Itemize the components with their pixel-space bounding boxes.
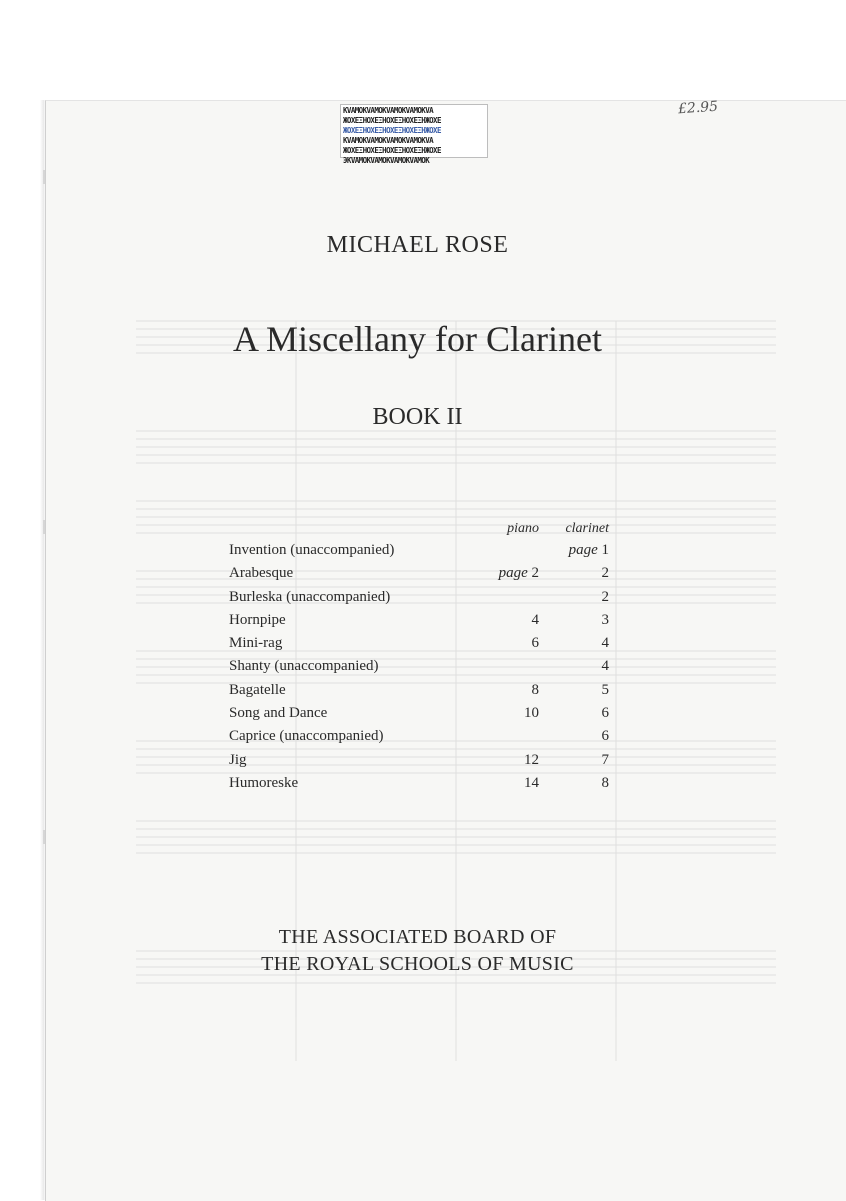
- contents-row: [229, 632, 619, 655]
- piece-title: Burleska (unaccompanied): [229, 588, 391, 605]
- piano-page-number: 4: [531, 611, 539, 628]
- clarinet-page: [602, 562, 610, 585]
- piano-page: [524, 702, 539, 725]
- clarinet-page: [602, 749, 610, 772]
- contents-row: [229, 655, 619, 678]
- piano-column-header: piano: [507, 521, 539, 536]
- publisher-line: THE ROYAL SCHOOLS OF MUSIC: [261, 953, 574, 975]
- clarinet-page-number: 1: [601, 542, 609, 558]
- clarinet-page-number: 4: [601, 658, 609, 675]
- piano-page: [532, 632, 540, 655]
- table-of-contents: [229, 517, 619, 795]
- piece-title: Arabesque: [229, 565, 294, 582]
- piano-page: [532, 609, 540, 632]
- piano-page: [524, 772, 539, 795]
- piano-page-number: 8: [531, 681, 539, 698]
- contents-row: [229, 725, 619, 748]
- publisher: [0, 924, 835, 978]
- clarinet-page-number: 2: [601, 565, 609, 582]
- barcode-sticker: [340, 104, 488, 165]
- book-title: A Miscellany for Clarinet: [233, 319, 602, 359]
- piano-page: [532, 679, 540, 702]
- page-prefix: page: [498, 565, 528, 582]
- clarinet-page-number: 5: [601, 681, 609, 698]
- piano-page-number: 2: [531, 565, 539, 582]
- piece-title: Mini-rag: [229, 635, 283, 652]
- contents-row: [229, 679, 619, 702]
- clarinet-page: [602, 702, 610, 725]
- contents-row: [229, 702, 619, 725]
- barcode-line: KVAMOKVAMOKVAMOKVAMOKVA: [343, 106, 434, 115]
- clarinet-page: [602, 632, 610, 655]
- piece-title: Invention (unaccompanied): [229, 542, 395, 558]
- clarinet-page-number: 7: [601, 751, 609, 768]
- contents-row: [229, 586, 619, 609]
- page-prefix: page: [568, 542, 598, 558]
- page-gutter: [0, 100, 45, 1200]
- barcode-line: ЭKVAMOKVAMOKVAMOKVAMOK: [343, 156, 430, 165]
- clarinet-page: [602, 679, 610, 702]
- piece-title: Shanty (unaccompanied): [229, 658, 379, 675]
- piano-page: [524, 749, 539, 772]
- contents-row: [229, 749, 619, 772]
- contents-row: [229, 562, 619, 585]
- piece-title: Humoreske: [229, 774, 299, 791]
- piece-title: Bagatelle: [229, 681, 286, 698]
- piano-page-number: 12: [524, 751, 539, 768]
- piano-page-number: 6: [531, 635, 539, 652]
- contents-row: [229, 772, 619, 795]
- clarinet-page-number: 6: [601, 705, 609, 722]
- barcode-line: ЖОХЕΞНОХЕΞНОХЕΞНОХЕΞНЖОХЕ: [343, 126, 441, 135]
- piece-title: Hornpipe: [229, 611, 286, 628]
- contents-row: [229, 539, 619, 562]
- clarinet-page: [602, 609, 610, 632]
- clarinet-page: [602, 772, 610, 795]
- piece-title: Caprice (unaccompanied): [229, 728, 384, 745]
- clarinet-page-number: 8: [601, 774, 609, 791]
- clarinet-page-number: 4: [601, 635, 609, 652]
- publisher-line: THE ASSOCIATED BOARD OF: [278, 926, 557, 948]
- clarinet-page: [602, 655, 610, 678]
- piece-title: Jig: [229, 751, 247, 768]
- clarinet-column-header: clarinet: [565, 521, 609, 536]
- clarinet-page-number: 6: [601, 728, 609, 745]
- piano-page: [499, 562, 539, 585]
- barcode-line: KVAMOKVAMOKVAMOKVAMOKVA: [343, 136, 434, 145]
- piano-page-number: 14: [524, 774, 539, 791]
- barcode-line: ЖОХЕΞНОХЕΞНОХЕΞНОХЕΞНЖОХЕ: [343, 146, 441, 155]
- clarinet-page: [602, 586, 610, 609]
- clarinet-page-number: 2: [601, 588, 609, 605]
- composer-name: MICHAEL ROSE: [326, 232, 509, 258]
- contents-row: [229, 609, 619, 632]
- book-volume: BOOK II: [372, 404, 463, 430]
- barcode-line: ЖОХЕΞНОХЕΞНОХЕΞНОХЕΞНЖОХЕ: [343, 116, 441, 125]
- clarinet-page: [602, 725, 610, 748]
- clarinet-page: [569, 539, 609, 562]
- piece-title: Song and Dance: [229, 705, 328, 722]
- clarinet-page-number: 3: [601, 611, 609, 628]
- handwritten-price: £2.95: [677, 98, 719, 118]
- contents-header: [229, 517, 619, 539]
- piano-page-number: 10: [524, 705, 539, 722]
